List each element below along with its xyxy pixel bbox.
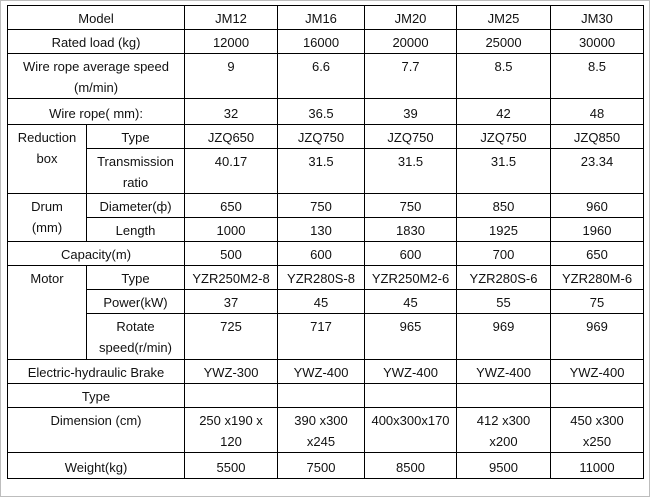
cell-line: 450 x300 (570, 413, 624, 428)
label-line: (m/min) (73, 80, 119, 95)
table-cell: JZQ750 (278, 125, 365, 149)
table-cell: YZR250M2-6 (365, 266, 457, 290)
table-cell: 37 (185, 290, 278, 314)
table-cell: 650 (551, 242, 644, 266)
sub-label: Diameter(ф) (87, 194, 185, 218)
table-cell: YWZ-400 (278, 360, 365, 384)
rated-load-label: Rated load (kg) (8, 30, 185, 54)
dimension-row (8, 408, 644, 453)
table-cell (278, 384, 365, 408)
table-cell: 8.5 (457, 54, 551, 99)
table-cell: 31.5 (278, 149, 365, 194)
reduction-type-row (8, 125, 644, 149)
weight-row (8, 453, 644, 479)
table-cell (551, 408, 644, 453)
table-cell: 6.6 (278, 54, 365, 99)
model-name: JM12 (185, 6, 278, 30)
motor-speed-row (8, 314, 644, 360)
cell-line: 390 x300 (294, 413, 348, 428)
sub-label: Type (87, 266, 185, 290)
sub-label (87, 314, 185, 360)
table-cell: 23.34 (551, 149, 644, 194)
table-cell: JZQ750 (457, 125, 551, 149)
sub-label: Length (87, 218, 185, 242)
label-line: speed(r/min) (99, 340, 172, 355)
table-cell: 39 (365, 99, 457, 125)
table-cell: 1000 (185, 218, 278, 242)
table-cell: 25000 (457, 30, 551, 54)
label-line: (mm) (31, 220, 63, 235)
label-line: Reduction (17, 130, 77, 145)
table-cell (457, 408, 551, 453)
table-cell: 45 (278, 290, 365, 314)
table-cell: 750 (365, 194, 457, 218)
wire-rope-label: Wire rope( mm): (8, 99, 185, 125)
weight-label: Weight(kg) (8, 453, 185, 479)
table-cell: 700 (457, 242, 551, 266)
reduction-box-label (8, 125, 87, 194)
cell-line: 250 x190 x (199, 413, 263, 428)
motor-type-row (8, 266, 644, 290)
table-cell: 850 (457, 194, 551, 218)
table-cell: 40.17 (185, 149, 278, 194)
drum-length-row (8, 218, 644, 242)
table-cell (365, 408, 457, 453)
transmission-ratio-row (8, 149, 644, 194)
table-cell (457, 384, 551, 408)
table-cell: 130 (278, 218, 365, 242)
table-cell: 42 (457, 99, 551, 125)
wire-rope-speed-row (8, 54, 644, 99)
table-cell: 1925 (457, 218, 551, 242)
table-cell: JZQ650 (185, 125, 278, 149)
table-cell (278, 408, 365, 453)
capacity-row (8, 242, 644, 266)
table-cell: 9500 (457, 453, 551, 479)
table-cell: 500 (185, 242, 278, 266)
table-cell: 8.5 (551, 54, 644, 99)
table-cell: 16000 (278, 30, 365, 54)
table-cell: YWZ-300 (185, 360, 278, 384)
drum-diameter-row (8, 194, 644, 218)
table-cell: JZQ750 (365, 125, 457, 149)
table-cell: 20000 (365, 30, 457, 54)
motor-label: Motor (8, 266, 87, 360)
table-cell: 31.5 (457, 149, 551, 194)
table-cell: 9 (185, 54, 278, 99)
table-cell: 11000 (551, 453, 644, 479)
wire-rope-speed-label (8, 54, 185, 99)
dimension-label: Dimension (cm) (8, 408, 185, 453)
table-cell: 600 (278, 242, 365, 266)
table-cell: 965 (365, 314, 457, 360)
table-cell: 969 (551, 314, 644, 360)
table-cell: YZR280M-6 (551, 266, 644, 290)
table-cell: YWZ-400 (551, 360, 644, 384)
model-name: JM30 (551, 6, 644, 30)
table-cell: 36.5 (278, 99, 365, 125)
table-cell (185, 408, 278, 453)
table-cell: 960 (551, 194, 644, 218)
table-cell: YWZ-400 (365, 360, 457, 384)
rated-load-row (8, 30, 644, 54)
drum-label (8, 194, 87, 242)
table-cell: 717 (278, 314, 365, 360)
table-cell: 7.7 (365, 54, 457, 99)
table-cell (551, 384, 644, 408)
cell-line: 120 (220, 434, 242, 449)
table-cell: 725 (185, 314, 278, 360)
table-cell: YZR280S-8 (278, 266, 365, 290)
capacity-label: Capacity(m) (8, 242, 185, 266)
table-cell: 750 (278, 194, 365, 218)
label-line: Rotate (116, 319, 155, 334)
label-line: box (36, 151, 58, 166)
model-label: Model (8, 6, 185, 30)
brake-label: Electric-hydraulic Brake (8, 360, 185, 384)
table-cell: 8500 (365, 453, 457, 479)
header-row (8, 6, 644, 30)
label-line: Wire rope average speed (23, 59, 169, 74)
model-name: JM16 (278, 6, 365, 30)
label-line: Drum (31, 199, 63, 214)
table-cell: 650 (185, 194, 278, 218)
cell-line: x245 (306, 434, 336, 449)
table-cell: 969 (457, 314, 551, 360)
label-line: ratio (122, 175, 149, 190)
table-cell: YZR250M2-8 (185, 266, 278, 290)
model-name: JM20 (365, 6, 457, 30)
table-cell: JZQ850 (551, 125, 644, 149)
sub-label (87, 149, 185, 194)
table-cell: 7500 (278, 453, 365, 479)
table-cell: 5500 (185, 453, 278, 479)
cell-line: x250 (582, 434, 612, 449)
table-cell: 32 (185, 99, 278, 125)
table-cell: 30000 (551, 30, 644, 54)
model-name: JM25 (457, 6, 551, 30)
table-cell: 600 (365, 242, 457, 266)
table-cell: YWZ-400 (457, 360, 551, 384)
table-cell: 75 (551, 290, 644, 314)
table-cell (365, 384, 457, 408)
brake-type-label: Type (8, 384, 185, 408)
wire-rope-row (8, 99, 644, 125)
sub-label: Type (87, 125, 185, 149)
table-cell: 1830 (365, 218, 457, 242)
cell-line: 400x300x170 (371, 413, 450, 428)
table-cell: YZR280S-6 (457, 266, 551, 290)
brake-type-row (8, 384, 644, 408)
cell-line: x200 (489, 434, 518, 449)
brake-row (8, 360, 644, 384)
cell-line: 412 x300 (476, 413, 531, 428)
table-cell: 55 (457, 290, 551, 314)
label-line: Transmission (97, 154, 174, 169)
sub-label: Power(kW) (87, 290, 185, 314)
table-cell: 1960 (551, 218, 644, 242)
table-cell: 48 (551, 99, 644, 125)
spec-table (7, 5, 644, 479)
table-cell: 31.5 (365, 149, 457, 194)
table-cell: 45 (365, 290, 457, 314)
table-cell (185, 384, 278, 408)
table-cell: 12000 (185, 30, 278, 54)
motor-power-row (8, 290, 644, 314)
